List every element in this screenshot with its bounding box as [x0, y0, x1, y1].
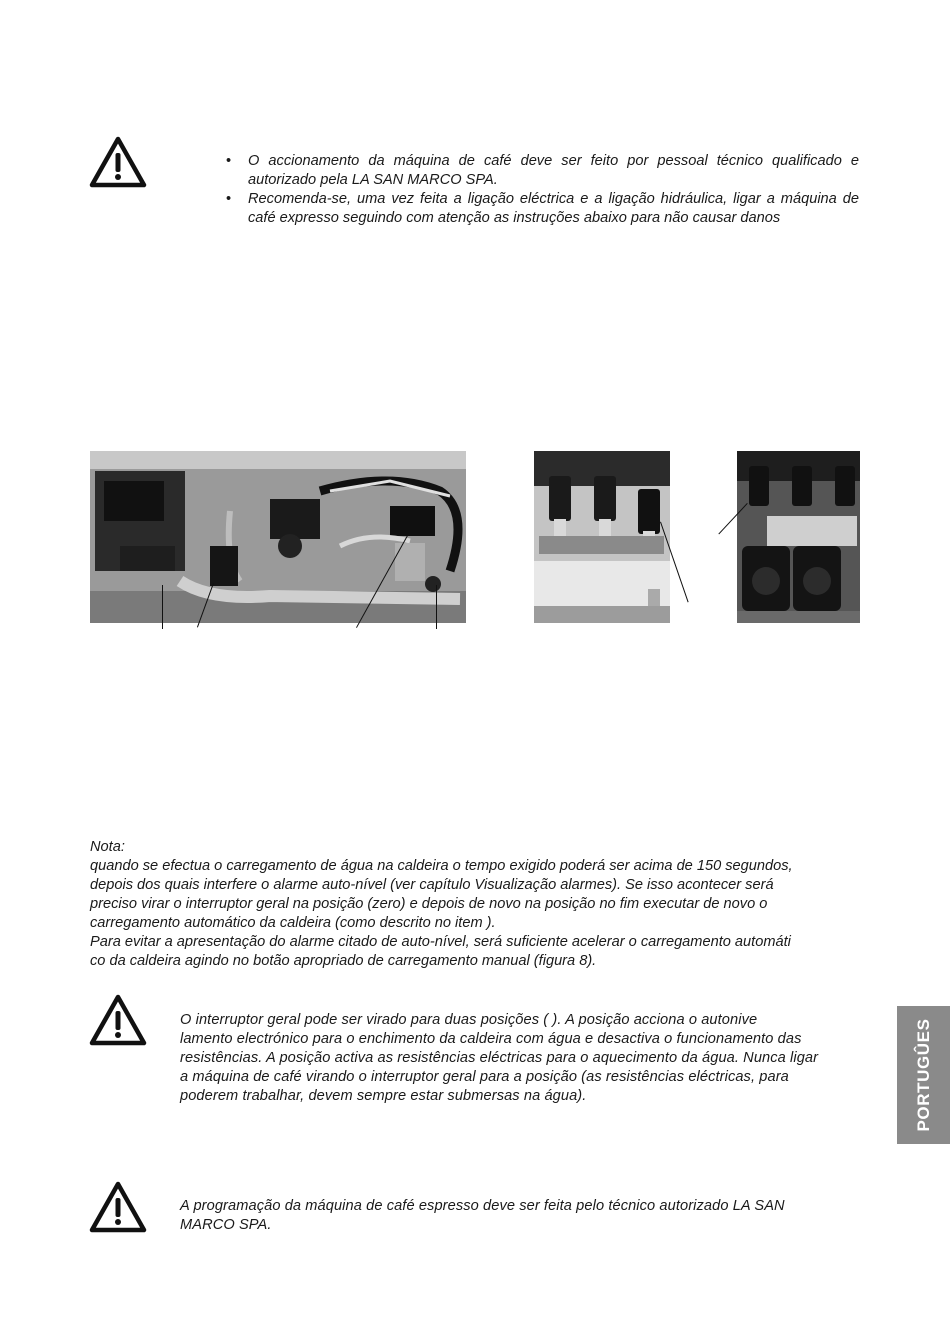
note-line: co da caldeira agindo no botão apropriado de carregamento manual (figura 8). — [90, 953, 597, 969]
warning-icon — [89, 1181, 147, 1233]
note-line: carregamento automático da caldeira (como descrito no item ). — [90, 915, 496, 931]
callout-line — [162, 585, 163, 629]
note-block — [90, 838, 859, 971]
paragraph-line: O interruptor geral pode ser virado para duas posições ( ). A posição acciona o autonive — [180, 1012, 758, 1028]
paragraph-line: MARCO SPA. — [180, 1217, 272, 1233]
warning-icon — [89, 994, 147, 1046]
callout-line — [436, 585, 437, 629]
groups-photo — [737, 451, 860, 623]
list-item: • Recomenda-se, uma vez feita a ligação eléctrica e a ligação hidráulica, ligar a máquina de café expresso seguindo com atenção as instruções abaixo para não causar danos — [226, 191, 859, 226]
paragraph-line: resistências. A posição activa as resistências eléctricas para o aquecimento da água. Nunca ligar — [180, 1050, 819, 1066]
paragraph-line: A programação da máquina de café espresso deve ser feita pelo técnico autorizado LA SAN — [180, 1198, 785, 1214]
machine-interior-photo — [90, 451, 466, 623]
paragraph-line: a máquina de café virando o interruptor geral para a posição (as resistências eléctricas, para — [180, 1069, 789, 1085]
note-heading: Nota: — [90, 839, 125, 855]
note-line: Para evitar a apresentação do alarme citado de auto-nível, será suficiente acelerar o carregamento automáti — [90, 934, 791, 950]
paragraph-line: lamento electrónico para o enchimento da caldeira com água e desactiva o funcionamento das — [180, 1031, 802, 1047]
valves-photo — [534, 451, 670, 623]
warning-bullet-list — [226, 152, 859, 228]
warning-paragraph — [180, 1011, 859, 1106]
language-side-tab — [897, 1006, 950, 1144]
side-tab-label: PORTUGÛES — [913, 1018, 933, 1132]
warning-icon — [89, 136, 147, 188]
note-line: quando se efectua o carregamento de água na caldeira o tempo exigido poderá ser acima de 150 segundos, — [90, 858, 793, 874]
list-item: • O accionamento da máquina de café deve ser feito por pessoal técnico qualificado e autorizado pela LA SAN MARCO SPA. — [226, 153, 859, 188]
note-line: depois dos quais interfere o alarme auto-nível (ver capítulo Visualização alarmes). Se isso acontecer será — [90, 877, 774, 893]
paragraph-line: poderem trabalhar, devem sempre estar submersas na água). — [180, 1088, 587, 1104]
note-line: preciso virar o interruptor geral na posição (zero) e depois de novo na posição no fim executar de novo o — [90, 896, 768, 912]
warning-paragraph — [180, 1197, 859, 1235]
